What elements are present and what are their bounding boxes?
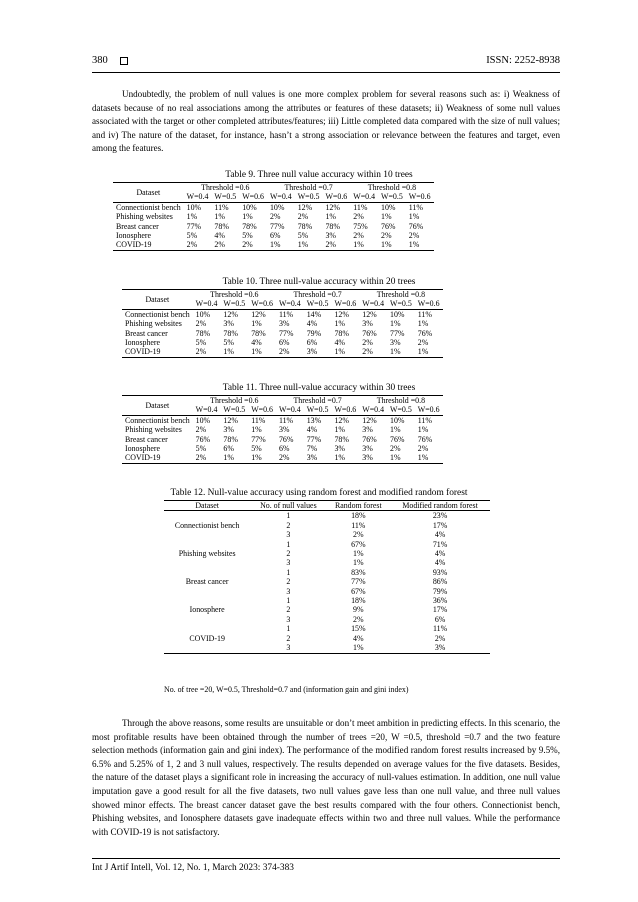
accuracy-cell: 12% — [223, 309, 238, 319]
table12-cell: 67% — [351, 586, 366, 596]
dataset-name: Ionosphere — [116, 231, 152, 241]
weight-header: W=0.5 — [378, 192, 406, 202]
accuracy-cell: 2% — [353, 212, 364, 222]
accuracy-cell: 1% — [415, 453, 443, 463]
accuracy-cell: 1% — [417, 319, 429, 329]
table12-cell: 1% — [353, 558, 364, 568]
accuracy-cell: 3% — [362, 444, 373, 454]
accuracy-cell: 2% — [390, 444, 401, 454]
weight-header: W=0.5 — [304, 405, 332, 415]
threshold-group-header: Threshold =0.6 — [193, 290, 276, 300]
table12-cell: 15% — [351, 624, 366, 634]
accuracy-cell: 1% — [390, 319, 401, 329]
accuracy-cell: 1% — [408, 212, 420, 222]
accuracy-cell: 1% — [387, 453, 415, 463]
accuracy-cell: 1% — [331, 347, 359, 357]
accuracy-cell: 78% — [325, 221, 340, 231]
accuracy-cell: 7% — [306, 444, 318, 454]
threshold-group-header: Threshold =0.8 — [359, 396, 442, 406]
accuracy-cell: 10% — [390, 309, 405, 319]
accuracy-cell: 5% — [195, 444, 207, 454]
dataset-header: Dataset — [113, 183, 184, 203]
accuracy-cell: 1% — [331, 453, 359, 463]
accuracy-cell: 6% — [269, 231, 281, 241]
accuracy-cell: 1% — [415, 347, 443, 357]
weight-header: W=0.6 — [248, 405, 276, 415]
accuracy-cell: 3% — [223, 319, 234, 329]
accuracy-cell: 3% — [325, 231, 337, 241]
accuracy-cell: 77% — [269, 221, 285, 231]
accuracy-cell: 2% — [362, 338, 373, 348]
accuracy-cell: 2% — [417, 444, 429, 454]
table12-note: No. of tree =20, W=0.5, Threshold=0.7 and (information gain and gini index) — [164, 685, 409, 694]
accuracy-cell: 12% — [362, 415, 377, 425]
table-row — [164, 511, 490, 521]
accuracy-cell: 1% — [334, 425, 346, 435]
dataset-name: Connectionist bench — [174, 520, 240, 530]
accuracy-cell: 1% — [378, 240, 406, 250]
table12-cell: 4% — [434, 549, 446, 559]
table-row — [164, 540, 490, 549]
table12-cell: 2 — [286, 520, 291, 530]
dataset-name: Breast cancer — [116, 221, 159, 231]
accuracy-cell: 76% — [362, 328, 377, 338]
accuracy-cell: 78% — [334, 434, 349, 444]
accuracy-cell: 76% — [195, 434, 211, 444]
weight-header: W=0.6 — [322, 192, 350, 202]
accuracy-cell: 1% — [387, 347, 415, 357]
accuracy-cell: 13% — [306, 415, 322, 425]
accuracy-cell: 1% — [267, 240, 295, 250]
accuracy-cell: 2% — [269, 212, 281, 222]
table12-cell: 93% — [432, 567, 448, 577]
table12-cell: 11% — [351, 520, 366, 530]
table-row — [164, 624, 490, 633]
dataset-name: Phishing websites — [116, 212, 173, 222]
table12-cell: 18% — [351, 511, 366, 521]
accuracy-cell: 2% — [353, 231, 364, 241]
accuracy-cell: 6% — [278, 338, 290, 348]
accuracy-cell: 1% — [390, 425, 401, 435]
accuracy-cell: 3% — [390, 338, 401, 348]
accuracy-cell: 1% — [417, 425, 429, 435]
accuracy-cell: 11% — [278, 309, 294, 319]
table12-cell: 6% — [434, 614, 446, 624]
accuracy-cell: 2% — [184, 240, 212, 250]
table12-cell: 4% — [434, 530, 446, 540]
table-row — [113, 240, 434, 250]
table12-cell: 71% — [432, 539, 448, 549]
dataset-name: Phishing websites — [125, 319, 182, 329]
table-row — [122, 415, 443, 425]
table12-cell: 2 — [286, 633, 291, 643]
weight-header: W=0.4 — [276, 299, 304, 309]
table-row — [122, 444, 443, 453]
accuracy-cell: 10% — [381, 202, 396, 212]
table12-cell: 1 — [286, 511, 291, 521]
table12-cell: 1 — [286, 539, 291, 549]
accuracy-cell: 11% — [408, 202, 423, 212]
table-row — [164, 596, 490, 605]
table12-cell: 2 — [286, 605, 291, 615]
footer-citation: Int J Artif Intell, Vol. 12, No. 1, March 2023: 374-383 — [92, 863, 294, 873]
accuracy-cell: 1% — [406, 240, 434, 250]
intro-paragraph: Undoubtedly, the problem of null values is one more complex problem for several reasons such as: i) Weakness of datasets because of no real associations among the attributes or features of these datasets; ii) Weakness of some null values associated with the target or other completed attributes/features; iii) Little completed data compared with the size of null values; and iv) The nature of the dataset, for instance, hasn’t a strong association or relevance between the features and target, even among the features. — [92, 89, 560, 154]
threshold-group-header: Threshold =0.8 — [359, 290, 442, 300]
table-row — [122, 329, 443, 338]
table12-cell: 17% — [432, 605, 448, 615]
body-paragraph: Through the above reasons, some results are unsuitable or don’t meet ambition in predicting effects. In this scenario, the most profitable results have been obtained through the number of trees =20, W =0.5, threshold =0.7 and the two feature selection methods (information gain and gini index). The performance of the modified random forest results increased by 9.5%, 6.5% and 5.25% of 1, 2 and 3 null values, respectively. The results depended on average values for the five datasets. Besides, the nature of the dataset plays a significant role in increasing the accuracy of null-values estimation. In addition, one null value imputation gave a good result for all the five datasets, two null values gave less than one null value, and three null values showed minor effects. The breast cancer dataset gave the best results compared with the four others. Connectionist bench, Phishing websites, and Ionosphere datasets gave inadequate effects within two and three null values. While the performance with COVID-19 is not satisfactory. — [92, 718, 560, 837]
dataset-name: Ionosphere — [125, 444, 161, 454]
accuracy-cell: 2% — [195, 425, 207, 435]
dataset-name: Ionosphere — [189, 605, 225, 615]
accuracy-cell: 11% — [417, 309, 432, 319]
accuracy-cell: 78% — [251, 328, 266, 338]
accuracy-cell: 2% — [408, 231, 420, 241]
accuracy-cell: 2% — [193, 347, 221, 357]
footer-rule — [92, 858, 560, 859]
accuracy-cell: 77% — [186, 221, 202, 231]
accuracy-cell: 75% — [353, 221, 368, 231]
threshold-group-header: Threshold =0.6 — [184, 183, 267, 193]
weight-header: W=0.4 — [193, 405, 221, 415]
weight-header: W=0.6 — [406, 192, 434, 202]
accuracy-cell: 10% — [242, 202, 257, 212]
table-row — [122, 453, 443, 463]
accuracy-cell: 3% — [362, 319, 373, 329]
accuracy-cell: 2% — [239, 240, 267, 250]
accuracy-cell: 76% — [417, 434, 433, 444]
accuracy-cell: 3% — [278, 425, 290, 435]
threshold-group-header: Threshold =0.7 — [267, 183, 350, 193]
weight-header: W=0.5 — [304, 299, 332, 309]
accuracy-cell: 10% — [390, 415, 405, 425]
accuracy-cell: 3% — [359, 453, 387, 463]
accuracy-cell: 77% — [306, 434, 322, 444]
table9-caption: Table 9. Three null value accuracy within 10 trees — [225, 170, 413, 180]
square-icon — [120, 57, 128, 65]
accuracy-cell: 2% — [276, 347, 304, 357]
table12-cell: 77% — [351, 577, 366, 587]
accuracy-cell: 77% — [251, 434, 266, 444]
accuracy-cell: 78% — [223, 434, 238, 444]
table9 — [113, 182, 434, 251]
accuracy-cell: 3% — [362, 425, 373, 435]
accuracy-cell: 1% — [248, 453, 276, 463]
accuracy-cell: 4% — [214, 231, 225, 241]
table-row — [164, 568, 490, 577]
accuracy-cell: 2% — [381, 231, 392, 241]
accuracy-cell: 2% — [359, 347, 387, 357]
accuracy-cell: 11% — [251, 415, 266, 425]
accuracy-cell: 1% — [334, 319, 346, 329]
table-row — [113, 222, 434, 231]
dataset-name: COVID-19 — [164, 624, 250, 653]
weight-header: W=0.5 — [220, 299, 248, 309]
table-row — [122, 338, 443, 347]
dataset-name: Connectionist bench — [116, 202, 181, 212]
accuracy-cell: 12% — [297, 202, 313, 212]
accuracy-cell: 79% — [306, 328, 322, 338]
table-row — [122, 347, 443, 357]
table-row — [122, 435, 443, 444]
accuracy-cell: 78% — [242, 221, 257, 231]
weight-header: W=0.6 — [331, 405, 359, 415]
column-header: Modified random forest — [390, 501, 490, 511]
accuracy-cell: 11% — [417, 415, 432, 425]
accuracy-cell: 2% — [417, 338, 429, 348]
weight-header: W=0.4 — [193, 299, 221, 309]
table12-cell: 3 — [250, 643, 326, 653]
table12-caption: Table 12. Null-value accuracy using random forest and modified random forest — [170, 488, 468, 498]
accuracy-cell: 4% — [334, 338, 346, 348]
table12-cell: 3 — [286, 614, 291, 624]
table12-cell: 1 — [286, 567, 291, 577]
accuracy-cell: 1% — [248, 347, 276, 357]
weight-header: W=0.5 — [220, 405, 248, 415]
dataset-name: Connectionist bench — [125, 415, 190, 425]
dataset-name: Connectionist bench — [125, 309, 190, 319]
table11 — [122, 395, 443, 464]
accuracy-cell: 1% — [220, 347, 248, 357]
table-row — [113, 231, 434, 240]
accuracy-cell: 2% — [195, 319, 207, 329]
table12-cell: 1% — [353, 549, 364, 559]
accuracy-cell: 1% — [350, 240, 378, 250]
dataset-name: Phishing websites — [178, 549, 236, 559]
accuracy-cell: 2% — [211, 240, 239, 250]
accuracy-cell: 1% — [242, 212, 253, 222]
weight-header: W=0.5 — [387, 299, 415, 309]
accuracy-cell: 3% — [334, 444, 346, 454]
table12-cell: 67% — [351, 539, 366, 549]
table12-cell: 4% — [353, 633, 364, 643]
weight-header: W=0.6 — [331, 299, 359, 309]
accuracy-cell: 1% — [186, 212, 198, 222]
weight-header: W=0.5 — [295, 192, 323, 202]
dataset-header: Dataset — [122, 290, 193, 310]
accuracy-cell: 2% — [322, 240, 350, 250]
dataset-name: COVID-19 — [122, 347, 193, 357]
table12-cell: 1 — [286, 624, 291, 634]
weight-header: W=0.6 — [415, 299, 443, 309]
accuracy-cell: 12% — [334, 309, 349, 319]
accuracy-cell: 2% — [193, 453, 221, 463]
accuracy-cell: 5% — [186, 231, 198, 241]
accuracy-cell: 12% — [251, 309, 266, 319]
accuracy-cell: 10% — [195, 415, 211, 425]
table12-cell: 2% — [353, 530, 364, 540]
accuracy-cell: 76% — [362, 434, 377, 444]
table12-cell: 86% — [432, 577, 448, 587]
table12-cell: 36% — [432, 596, 448, 606]
accuracy-cell: 11% — [214, 202, 229, 212]
accuracy-cell: 1% — [251, 319, 262, 329]
accuracy-cell: 2% — [276, 453, 304, 463]
table12-cell: 17% — [432, 520, 448, 530]
table12-cell: 2 — [286, 577, 291, 587]
header-rule — [92, 72, 560, 73]
threshold-group-header: Threshold =0.8 — [350, 183, 433, 193]
table12-cell: 1% — [326, 643, 390, 653]
accuracy-cell: 5% — [195, 338, 207, 348]
weight-header: W=0.5 — [211, 192, 239, 202]
dataset-name: Breast cancer — [125, 328, 168, 338]
weight-header: W=0.4 — [267, 192, 295, 202]
table12-cell: 3 — [286, 530, 291, 540]
table12-cell: 79% — [432, 586, 448, 596]
dataset-header: Dataset — [122, 396, 193, 416]
accuracy-cell: 10% — [186, 202, 202, 212]
table-row — [122, 319, 443, 328]
accuracy-cell: 78% — [195, 328, 211, 338]
table12-cell: 18% — [351, 596, 366, 606]
accuracy-cell: 6% — [223, 444, 234, 454]
accuracy-cell: 10% — [269, 202, 285, 212]
accuracy-cell: 12% — [223, 415, 238, 425]
accuracy-cell: 3% — [223, 425, 234, 435]
accuracy-cell: 1% — [325, 212, 337, 222]
accuracy-cell: 2% — [297, 212, 309, 222]
dataset-name: COVID-19 — [113, 240, 184, 250]
threshold-group-header: Threshold =0.7 — [276, 396, 359, 406]
accuracy-cell: 11% — [278, 415, 294, 425]
accuracy-cell: 5% — [251, 444, 262, 454]
accuracy-cell: 3% — [304, 453, 332, 463]
accuracy-cell: 4% — [306, 425, 318, 435]
accuracy-cell: 12% — [362, 309, 377, 319]
accuracy-cell: 76% — [408, 221, 424, 231]
accuracy-cell: 76% — [390, 434, 405, 444]
accuracy-cell: 11% — [353, 202, 368, 212]
accuracy-cell: 76% — [417, 328, 433, 338]
accuracy-cell: 77% — [278, 328, 294, 338]
accuracy-cell: 77% — [390, 328, 405, 338]
accuracy-cell: 6% — [278, 444, 290, 454]
dataset-name: Breast cancer — [185, 577, 229, 587]
table12-cell: 3 — [286, 558, 291, 568]
accuracy-cell: 5% — [297, 231, 309, 241]
table12 — [164, 500, 490, 654]
weight-header: W=0.6 — [415, 405, 443, 415]
table10 — [122, 289, 443, 358]
table-row — [113, 212, 434, 221]
accuracy-cell: 1% — [295, 240, 323, 250]
table12-cell: 2% — [353, 614, 364, 624]
weight-header: W=0.6 — [239, 192, 267, 202]
accuracy-cell: 78% — [334, 328, 349, 338]
table12-cell: 1 — [286, 596, 291, 606]
dataset-name: Phishing websites — [125, 425, 182, 435]
accuracy-cell: 78% — [214, 221, 229, 231]
accuracy-cell: 76% — [381, 221, 396, 231]
accuracy-cell: 1% — [220, 453, 248, 463]
accuracy-cell: 5% — [242, 231, 253, 241]
accuracy-cell: 76% — [278, 434, 294, 444]
table12-cell: 2% — [434, 633, 446, 643]
accuracy-cell: 78% — [223, 328, 238, 338]
table-row — [122, 309, 443, 319]
table12-cell: 11% — [432, 624, 448, 634]
threshold-group-header: Threshold =0.7 — [276, 290, 359, 300]
accuracy-cell: 10% — [195, 309, 211, 319]
accuracy-cell: 1% — [214, 212, 225, 222]
weight-header: W=0.4 — [350, 192, 378, 202]
weight-header: W=0.4 — [184, 192, 212, 202]
table12-cell: 2 — [286, 549, 291, 559]
weight-header: W=0.6 — [248, 299, 276, 309]
accuracy-cell: 14% — [306, 309, 322, 319]
weight-header: W=0.4 — [359, 405, 387, 415]
table12-cell: 83% — [351, 567, 366, 577]
column-header: Dataset — [164, 501, 250, 511]
dataset-name: Ionosphere — [125, 338, 161, 348]
weight-header: W=0.5 — [387, 405, 415, 415]
issn: ISSN: 2252-8938 — [486, 55, 560, 66]
table12-cell: 23% — [432, 511, 448, 521]
accuracy-cell: 12% — [325, 202, 340, 212]
accuracy-cell: 12% — [334, 415, 349, 425]
accuracy-cell: 3% — [304, 347, 332, 357]
column-header: No. of null values — [250, 501, 326, 511]
threshold-group-header: Threshold =0.6 — [193, 396, 276, 406]
accuracy-cell: 1% — [251, 425, 262, 435]
table11-caption: Table 11. Three null-value accuracy within 30 trees — [222, 383, 416, 393]
accuracy-cell: 5% — [223, 338, 234, 348]
accuracy-cell: 6% — [306, 338, 318, 348]
accuracy-cell: 1% — [381, 212, 392, 222]
table10-caption: Table 10. Three null-value accuracy within 20 trees — [222, 277, 416, 287]
accuracy-cell: 3% — [278, 319, 290, 329]
weight-header: W=0.4 — [276, 405, 304, 415]
table12-cell: 9% — [353, 605, 364, 615]
table12-cell: 4% — [434, 558, 446, 568]
accuracy-cell: 4% — [251, 338, 262, 348]
table-row — [113, 202, 434, 212]
table12-cell: 3 — [286, 586, 291, 596]
page-number: 380 — [92, 55, 108, 66]
column-header: Random forest — [326, 501, 390, 511]
accuracy-cell: 4% — [306, 319, 318, 329]
table12-cell: 3% — [390, 643, 490, 653]
dataset-name: Breast cancer — [125, 434, 168, 444]
weight-header: W=0.4 — [359, 299, 387, 309]
accuracy-cell: 78% — [297, 221, 313, 231]
dataset-name: COVID-19 — [122, 453, 193, 463]
table-row — [122, 425, 443, 434]
